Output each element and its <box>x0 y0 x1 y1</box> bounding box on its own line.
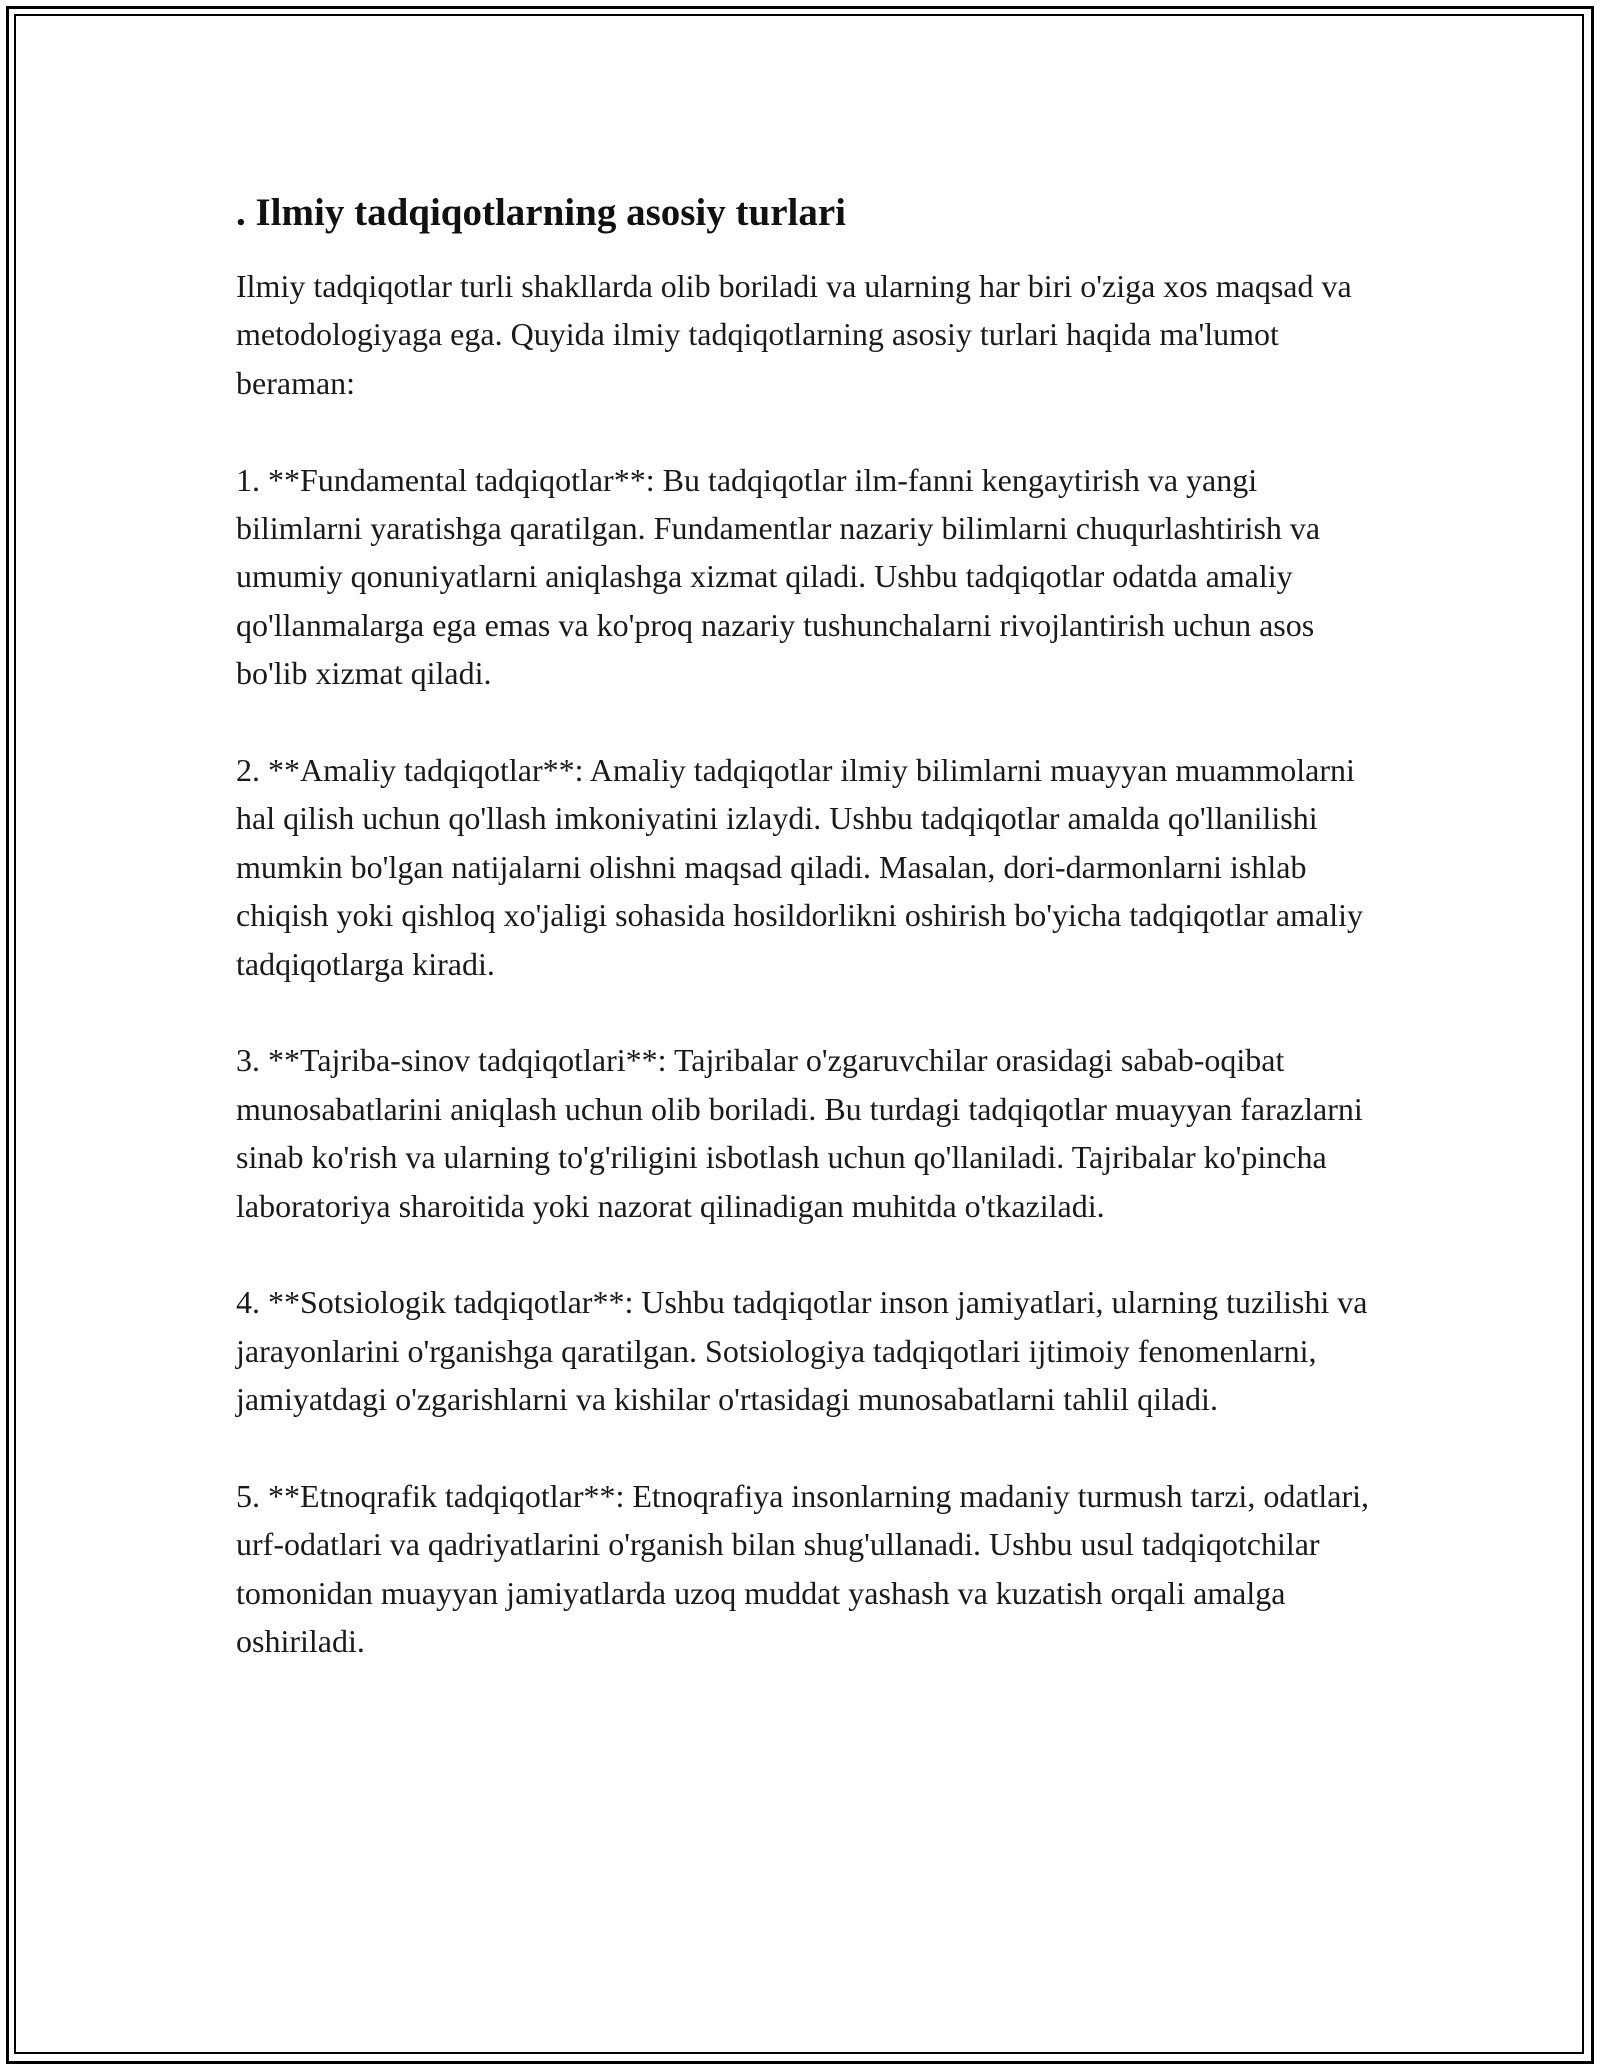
page-title: . Ilmiy tadqiqotlarning asosiy turlari <box>236 191 846 234</box>
paragraph-ethnographic: 5. **Etnoqrafik tadqiqotlar**: Etnoqrafiya insonlarning madaniy turmush tarzi, odatlari, urf-odatlari va qadriyatlarini o'rganish bilan shug'ullanadi. Ushbu usul tadqiqotchilar tomonidan muayyan jamiyatlarda uzoq muddat yashash va kuzatish orqali amalga oshiriladi. <box>236 1478 1370 1660</box>
paragraph-applied: 2. **Amaliy tadqiqotlar**: Amaliy tadqiqotlar ilmiy bilimlarni muayyan muammolarni hal qilish uchun qo'llash imkoniyatini izlaydi. Ushbu tadqiqotlar amalda qo'llanilishi mumkin bo'lgan natijalarni olishni maqsad qiladi. Masalan, dori-darmonlarni ishlab chiqish yoki qishloq xo'jaligi sohasida hosildorlikni oshirish bo'yicha tadqiqotlar amaliy tadqiqotlarga kiradi. <box>236 752 1363 982</box>
paragraph-experimental: 3. **Tajriba-sinov tadqiqotlari**: Tajribalar o'zgaruvchilar orasidagi sabab-oqibat munosabatlarini aniqlash uchun olib boriladi. Bu turdagi tadqiqotlar muayyan farazlarni sinab ko'rish va ularning to'g'riligini isbotlash uchun qo'llaniladi. Tajribalar ko'pincha laboratoriya sharoitida yoki nazorat qilinadigan muhitda o'tkaziladi. <box>236 1042 1363 1224</box>
paragraph-sociological: 4. **Sotsiologik tadqiqotlar**: Ushbu tadqiqotlar inson jamiyatlari, ularning tuzilishi va jarayonlarini o'rganishga qaratilgan. Sotsiologiya tadqiqotlari ijtimoiy fenomenlarni, jamiyatdagi o'zgarishlarni va kishilar o'rtasidagi munosabatlarni tahlil qiladi. <box>236 1284 1368 1418</box>
paragraph-fundamental: 1. **Fundamental tadqiqotlar**: Bu tadqiqotlar ilm-fanni kengaytirish va yangi bilimlarni yaratishga qaratilgan. Fundamentlar nazariy bilimlarni chuqurlashtirish va umumiy qonuniyatlarni aniqlashga xizmat qiladi. Ushbu tadqiqotlar odatda amaliy qo'llanmalarga ega emas va ko'proq nazariy tushunchalarni rivojlantirish uchun asos bo'lib xizmat qiladi. <box>236 461 1321 692</box>
paragraph-intro: Ilmiy tadqiqotlar turli shakllarda olib boriladi va ularning har biri o'ziga xos maqsad va metodologiyaga ega. Quyida ilmiy tadqiqotlarning asosiy turlari haqida ma'lumot beraman: <box>236 268 1352 401</box>
document-body <box>236 188 1376 1666</box>
